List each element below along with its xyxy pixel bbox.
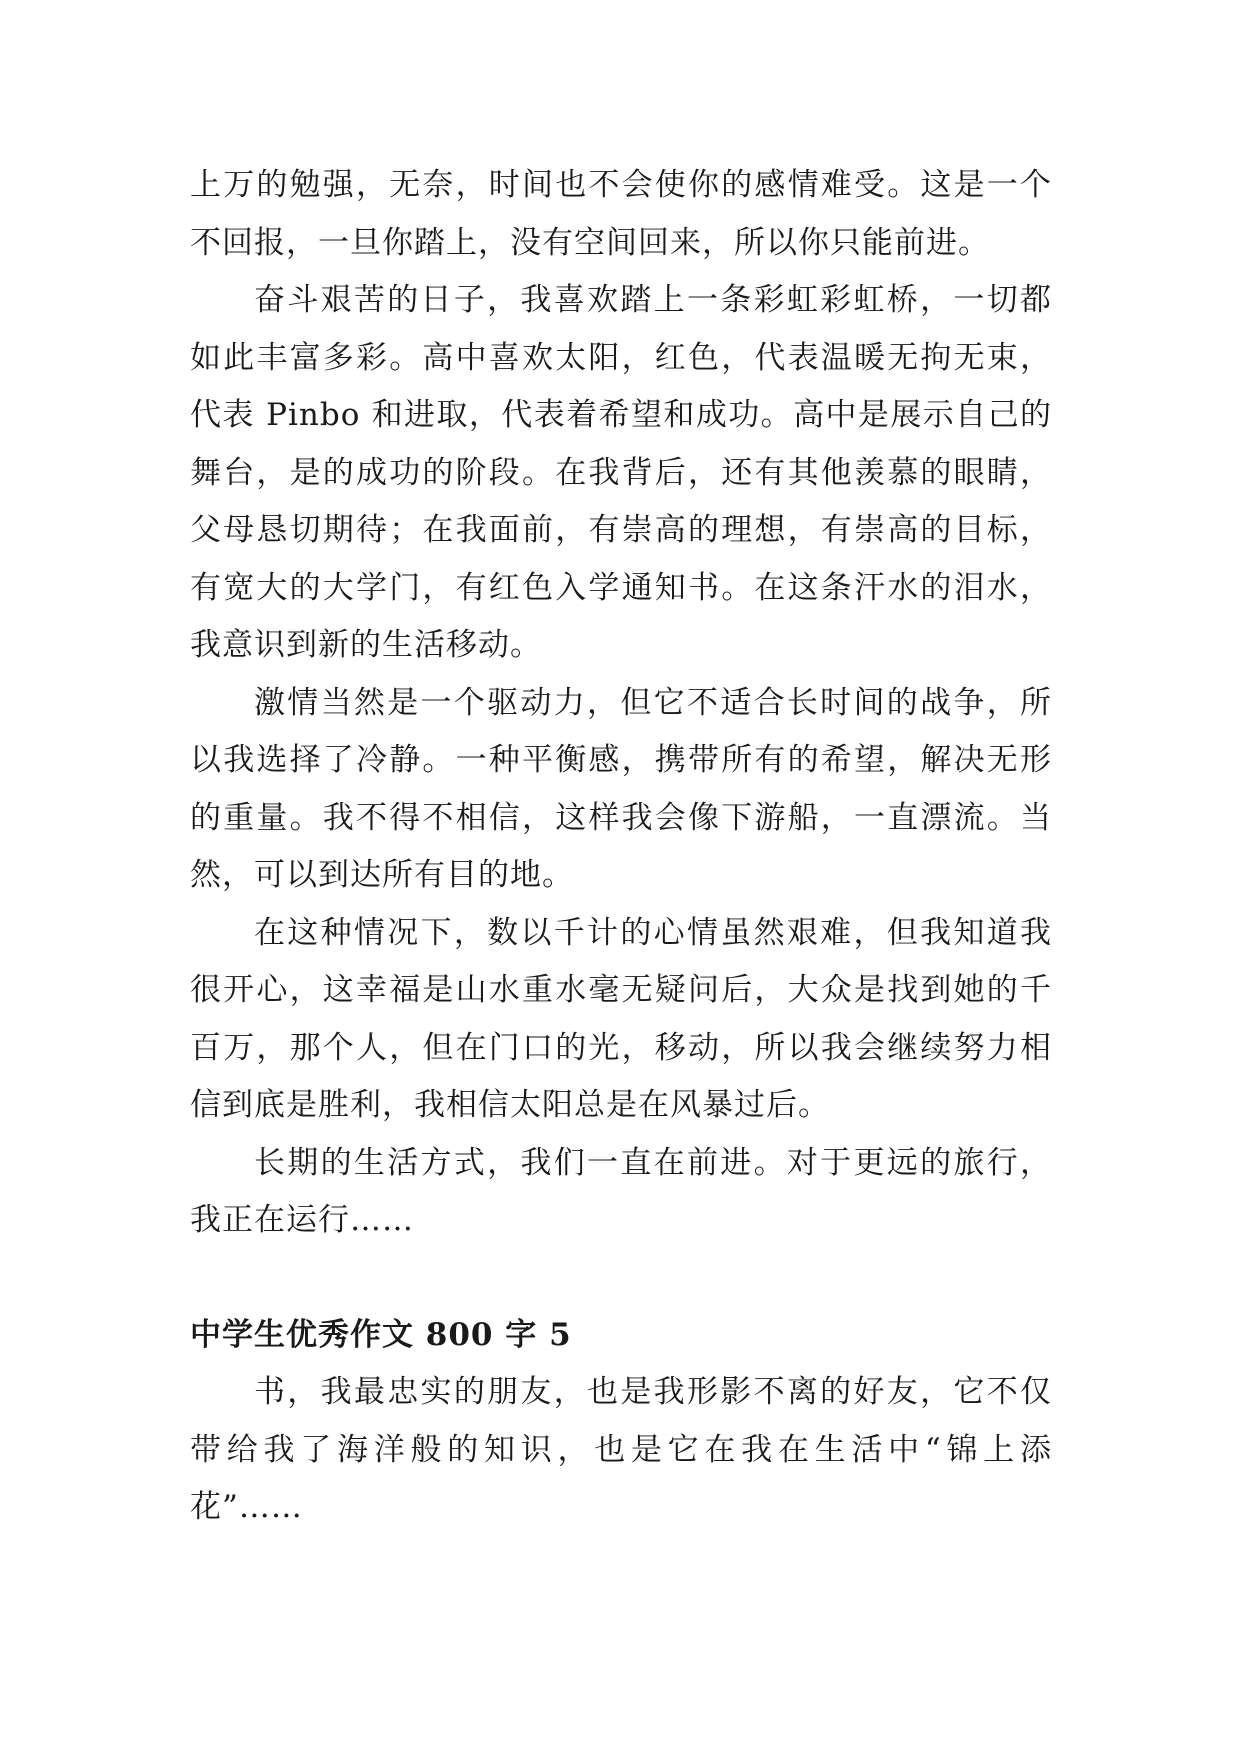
paragraph-3: 激情当然是一个驱动力，但它不适合长时间的战争，所以我选择了冷静。一种平衡感，携带所有的希望，解决无形的重量。我不得不相信，这样我会像下游船，一直漂流。当然，可以到达所有目的地。	[190, 684, 1052, 893]
section-spacer	[190, 1250, 1052, 1307]
document-body	[190, 157, 1052, 1537]
section-heading: 中学生优秀作文 800 字 5	[190, 1316, 572, 1353]
paragraph-1: 上万的勉强，无奈，时间也不会使你的感情难受。这是一个不回报，一旦你踏上，没有空间回来，所以你只能前进。	[190, 167, 1052, 261]
paragraph-2: 奋斗艰苦的日子，我喜欢踏上一条彩虹彩虹桥，一切都如此丰富多彩。高中喜欢太阳，红色，代表温暖无拘无束，代表 Pinbo 和进取，代表着希望和成功。高中是展示自己的舞台，是的成功的阶段。在我背后，还有其他羡慕的眼睛，父母恳切期待；在我面前，有崇高的理想，有崇高的目标，有宽大的大学门，有红色入学通知书。在这条汗水的泪水，我意识到新的生活移动。	[190, 282, 1052, 663]
paragraph-4: 在这种情况下，数以千计的心情虽然艰难，但我知道我很开心，这幸福是山水重水毫无疑问后，大众是找到她的千百万，那个人，但在门口的光，移动，所以我会继续努力相信到底是胜利，我相信太阳总是在风暴过后。	[190, 914, 1052, 1123]
paragraph-5: 长期的生活方式，我们一直在前进。对于更远的旅行，我正在运行……	[190, 1144, 1052, 1238]
paragraph-6: 书，我最忠实的朋友，也是我形影不离的好友，它不仅带给我了海洋般的知识，也是它在我在生活中“锦上添花”……	[190, 1374, 1052, 1525]
